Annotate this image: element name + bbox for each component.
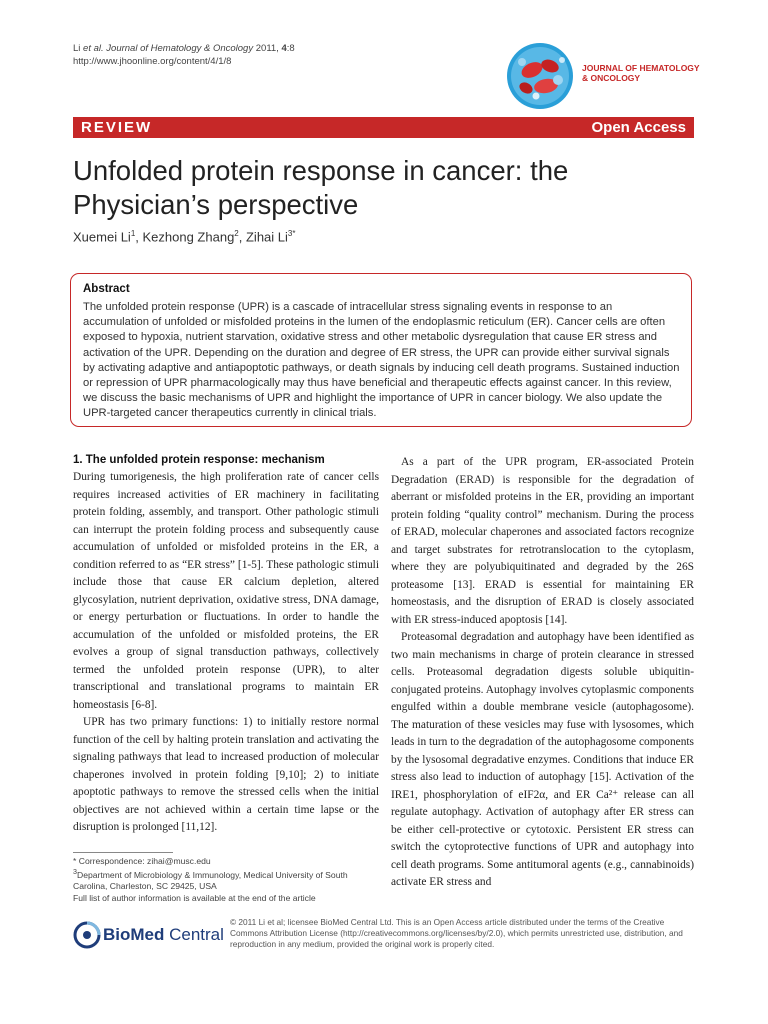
publisher-name-light: Central — [164, 925, 224, 944]
body-paragraph: As a part of the UPR program, ER-associated Protein Degradation (ERAD) is responsible for the degradation of aberrant or misfolded proteins in the ER, providing an important protein folding “quality control” mechanism. During the process of ERAD, molecular chaperones and associated factors recognize and target substrates for retrotranslocation to the cytoplasm, where they are polyubiquitinated and degraded by the 26S proteasome [13]. ERAD is essential for maintaining ER homeostasis, and the disruption of ERAD is closely associated with ER stress-induced apoptosis [14]. — [391, 456, 694, 626]
citation-volume: 4 — [281, 43, 287, 54]
citation-line — [73, 43, 295, 55]
body-column-left — [73, 469, 379, 837]
author-affiliation-sup: 2 — [234, 229, 239, 238]
body-paragraph: During tumorigenesis, the high proliferation rate of cancer cells requires increased activities of ER machinery in facilitating protein folding, assembly, and transport. Other pathologic stimuli can interrupt the protein folding process and subsequently cause accumulation of unfolded or misfolded proteins in the ER, a condition referred to as “ER stress” [1-5]. These pathologic stimuli include those that cause ER calcium depletion, altered glycosylation, nutrient deprivation, oxidative stress, DNA damage, or energy perturbation or fluctuations. In order to handle the accumulation of the unfolded or misfolded proteins, the ER evolves a group of signal transduction pathways, collectively termed the unfolded protein response (UPR), to alter transcriptional and translational programs to maintain ER homeostasis [6-8]. — [73, 471, 379, 711]
author-separator: , — [135, 229, 143, 245]
affiliation-sup: 3 — [73, 868, 77, 877]
footnote-rule — [73, 852, 173, 853]
biomed-central-logo — [73, 920, 223, 950]
author-name: Kezhong Zhang — [142, 229, 235, 245]
author-name: Xuemei Li — [73, 229, 131, 245]
open-access-label: Open Access — [591, 119, 686, 136]
citation-journal: Journal of Hematology & Oncology — [103, 43, 254, 54]
review-banner — [73, 117, 694, 138]
author-affiliation-sup: 1 — [130, 229, 136, 238]
affiliation-note — [73, 867, 373, 892]
author-name: Zihai Li — [245, 229, 288, 245]
section-heading: 1. The unfolded protein response: mechanism — [73, 454, 325, 466]
article-type-label: REVIEW — [81, 119, 153, 136]
article-title: Unfolded protein response in cancer: the Physician’s perspective — [73, 155, 569, 220]
author-separator: , — [238, 229, 246, 245]
journal-logo-icon — [502, 40, 580, 112]
abstract-box — [70, 273, 692, 427]
author-affiliation-sup: 3* — [287, 229, 296, 238]
publisher-name-bold: BioMed — [103, 925, 165, 944]
publisher-name — [103, 924, 224, 946]
author-list — [73, 229, 295, 244]
copyright-notice: © 2011 Li et al; licensee BioMed Central Ltd. This is an Open Access article distributed under the terms of the Creative Commons Attribution License (http://creativecommons.org/licenses/by/2.0), which permits unrestricted use, distribution, and reproduction in any medium, provided the original work is properly cited. — [230, 917, 683, 949]
body-paragraph: UPR has two primary functions: 1) to initially restore normal function of the cell by halting protein translation and activating the signaling pathways that lead to increased production of molecular chaperones involved in protein folding [9,10]; 2) to initiate apoptotic pathways to remove the stressed cells when the initial objectives are not achieved within a certain time lapse or the disruption is prolonged [11,12]. — [73, 716, 379, 833]
biomed-central-swirl-icon — [73, 921, 101, 949]
citation-etal: et al. — [83, 43, 104, 54]
journal-name-line2: & ONCOLOGY — [582, 73, 641, 83]
correspondence-note: * Correspondence: zihai@musc.edu — [73, 856, 211, 866]
body-column-right — [391, 454, 694, 892]
citation-year: 2011, — [253, 43, 282, 54]
body-paragraph: Proteasomal degradation and autophagy have been identified as two main mechanisms in charge of protein clearance in stressed cells. Proteasomal degradation digests soluble ubiquitin-conjugated proteins. Autophagy involves cytoplasmic components engulfed within a double membrane vesicle (autophagosome). The maturation of these vesicles may fuse with lysosomes, which leads in turn to the degradation of the autophagosome components by the lysosomal degradative enzymes. Conditions that induce ER stress also lead to induction of autophagy [15]. Activation of the IRE1, phosphorylation of eIF2α, and ER Ca²⁺ release can all regulate autophagy. Activation of autophagy after ER stress can be either cell-protective or cytotoxic. Persistent ER stress can switch the cytoprotective functions of UPR and autophagy into cell death programs. Some antitumoral agents (e.g., cannabinoids) activate ER stress and — [391, 631, 694, 888]
citation-authors: Li — [73, 43, 84, 54]
abstract-heading: Abstract — [83, 283, 130, 295]
citation-article: :8 — [286, 43, 295, 54]
article-url[interactable]: http://www.jhoonline.org/content/4/1/8 — [73, 56, 232, 67]
footnotes — [73, 856, 373, 904]
journal-name-line1: JOURNAL OF HEMATOLOGY — [582, 63, 700, 73]
journal-name — [582, 63, 700, 83]
abstract-text: The unfolded protein response (UPR) is a cascade of intracellular stress signaling events in response to an accumulation of unfolded or misfolded proteins in the lumen of the endoplasmic reticulum (ER). Cancer cells are often exposed to hypoxia, nutrient starvation, oxidative stress and other metabolic dysregulation that cause ER stress and activation of the UPR. Depending on the duration and degree of ER stress, the UPR can provide either survival signals by activating adaptive and antiapoptotic pathways, or death signals by inducing cell death programs. Sustained induction or repression of UPR pharmacologically may thus have beneficial and therapeutic effects against cancer. In this review, we discuss the basic mechanisms of UPR and highlight the importance of UPR in cancer biology. We also update the UPR-targeted cancer therapeutics currently in clinical trials. — [83, 301, 680, 420]
author-info-note: Full list of author information is available at the end of the article — [73, 892, 316, 903]
affiliation-text: Department of Microbiology & Immunology, Medical University of South Carolina, Charleston, SC 29425, USA — [73, 870, 348, 892]
